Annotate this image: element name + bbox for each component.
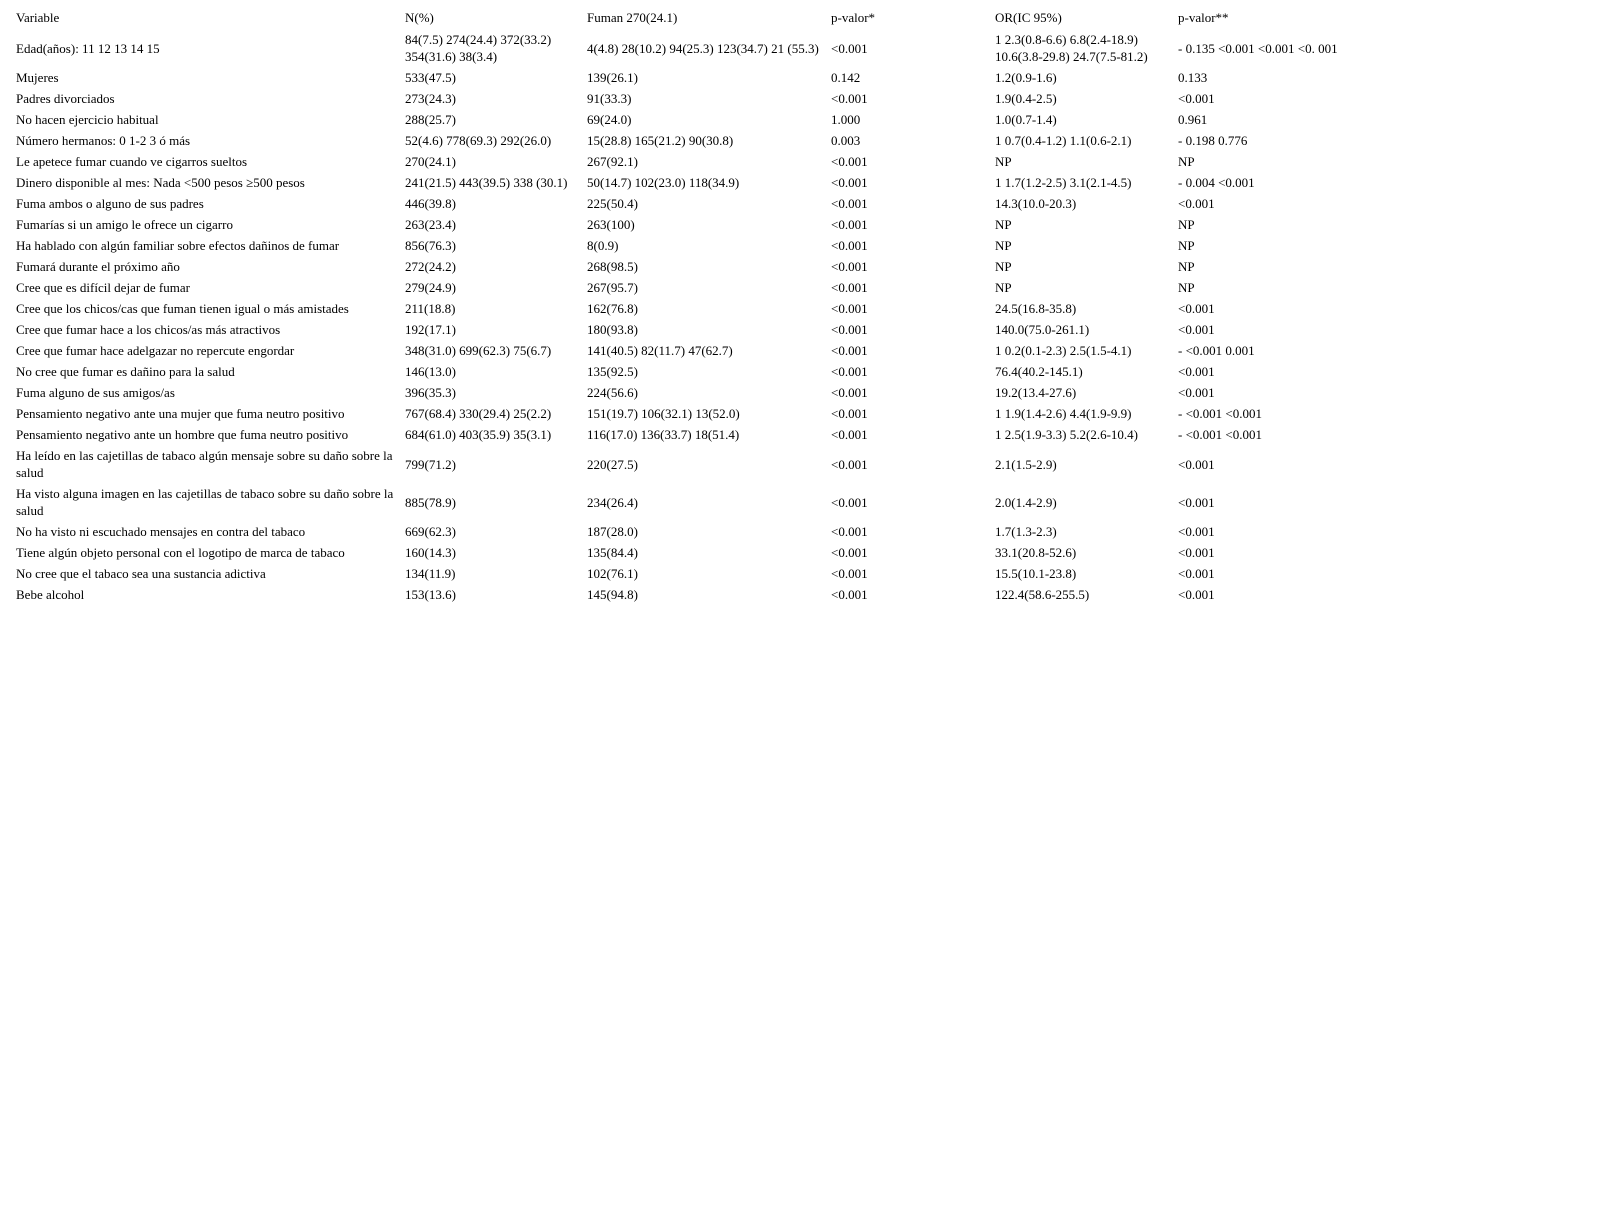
cell-fuman: 15(28.8) 165(21.2) 90(30.8) xyxy=(587,133,734,148)
cell-p-valor-2: <0.001 xyxy=(1178,545,1215,560)
table-row xyxy=(14,445,1354,483)
cell-variable: Cree que los chicos/cas que fuman tienen igual o más amistades xyxy=(16,301,349,316)
table-row xyxy=(14,542,1354,563)
cell-variable: Fuma alguno de sus amigos/as xyxy=(16,385,175,400)
cell-variable: Ha hablado con algún familiar sobre efectos dañinos de fumar xyxy=(16,238,340,253)
table-row xyxy=(14,193,1354,214)
cell-p-valor: <0.001 xyxy=(831,259,868,274)
table-body xyxy=(14,29,1354,605)
cell-n-percent: 153(13.6) xyxy=(405,587,456,602)
data-table xyxy=(14,7,1354,605)
cell-n-percent: 270(24.1) xyxy=(405,154,456,169)
cell-n-percent: 799(71.2) xyxy=(405,456,456,472)
table-row xyxy=(14,403,1354,424)
cell-variable: Tiene algún objeto personal con el logotipo de marca de tabaco xyxy=(16,545,345,560)
cell-fuman: 180(93.8) xyxy=(587,322,638,337)
cell-fuman: 187(28.0) xyxy=(587,524,638,539)
cell-p-valor-2: <0.001 xyxy=(1178,456,1215,472)
cell-variable: Ha leído en las cajetillas de tabaco algún mensaje sobre su daño sobre la salud xyxy=(16,448,393,480)
cell-variable: Ha visto alguna imagen en las cajetillas de tabaco sobre su daño sobre la salud xyxy=(16,486,394,518)
table-row xyxy=(14,584,1354,605)
header-n-percent: N(%) xyxy=(405,10,434,25)
cell-p-valor-2: NP xyxy=(1178,154,1195,169)
table-row xyxy=(14,88,1354,109)
cell-p-valor: <0.001 xyxy=(831,494,868,510)
header-variable: Variable xyxy=(16,10,60,25)
cell-n-percent: 533(47.5) xyxy=(405,70,456,85)
cell-or-ic: 1 1.7(1.2-2.5) 3.1(2.1-4.5) xyxy=(995,175,1132,190)
cell-n-percent: 241(21.5) 443(39.5) 338 (30.1) xyxy=(405,175,568,190)
cell-or-ic: 1.0(0.7-1.4) xyxy=(995,112,1057,127)
cell-n-percent: 160(14.3) xyxy=(405,545,456,560)
cell-or-ic: 2.1(1.5-2.9) xyxy=(995,456,1057,472)
cell-p-valor: <0.001 xyxy=(831,427,868,442)
table-row xyxy=(14,563,1354,584)
cell-fuman: 220(27.5) xyxy=(587,456,638,472)
table-row xyxy=(14,109,1354,130)
cell-n-percent: 856(76.3) xyxy=(405,238,456,253)
header-or-ic: OR(IC 95%) xyxy=(995,10,1062,25)
cell-p-valor: <0.001 xyxy=(831,301,868,316)
table-row xyxy=(14,130,1354,151)
cell-p-valor-2: <0.001 xyxy=(1178,587,1215,602)
cell-p-valor: <0.001 xyxy=(831,545,868,560)
cell-variable: Padres divorciados xyxy=(16,91,115,106)
cell-p-valor: <0.001 xyxy=(831,217,868,232)
cell-p-valor: <0.001 xyxy=(831,322,868,337)
table-row xyxy=(14,214,1354,235)
header-fuman: Fuman 270(24.1) xyxy=(587,10,678,25)
cell-fuman: 225(50.4) xyxy=(587,196,638,211)
cell-variable: Número hermanos: 0 1-2 3 ó más xyxy=(16,133,191,148)
table-row xyxy=(14,483,1354,521)
cell-variable: No cree que fumar es dañino para la salud xyxy=(16,364,235,379)
cell-fuman: 162(76.8) xyxy=(587,301,638,316)
cell-p-valor-2: <0.001 xyxy=(1178,494,1215,510)
cell-or-ic: NP xyxy=(995,217,1012,232)
cell-p-valor: <0.001 xyxy=(831,385,868,400)
cell-p-valor: <0.001 xyxy=(831,343,868,358)
table-row xyxy=(14,172,1354,193)
cell-variable: Cree que fumar hace a los chicos/as más atractivos xyxy=(16,322,281,337)
cell-p-valor: <0.001 xyxy=(831,587,868,602)
table-row xyxy=(14,340,1354,361)
table-row xyxy=(14,361,1354,382)
cell-p-valor: <0.001 xyxy=(831,456,868,472)
cell-p-valor-2: NP xyxy=(1178,280,1195,295)
cell-fuman: 141(40.5) 82(11.7) 47(62.7) xyxy=(587,343,733,358)
cell-variable: Edad(años): 11 12 13 14 15 xyxy=(16,40,160,56)
cell-fuman: 4(4.8) 28(10.2) 94(25.3) 123(34.7) 21 (55.3) xyxy=(587,40,819,56)
cell-fuman: 135(92.5) xyxy=(587,364,638,379)
cell-p-valor-2: NP xyxy=(1178,217,1195,232)
cell-or-ic: 1 2.5(1.9-3.3) 5.2(2.6-10.4) xyxy=(995,427,1138,442)
cell-fuman: 151(19.7) 106(32.1) 13(52.0) xyxy=(587,406,740,421)
table-row xyxy=(14,319,1354,340)
cell-n-percent: 263(23.4) xyxy=(405,217,456,232)
cell-fuman: 139(26.1) xyxy=(587,70,638,85)
cell-p-valor: <0.001 xyxy=(831,364,868,379)
cell-fuman: 234(26.4) xyxy=(587,494,638,510)
cell-p-valor-2: 0.961 xyxy=(1178,112,1208,127)
table-row xyxy=(14,256,1354,277)
cell-p-valor: <0.001 xyxy=(831,566,868,581)
table-row xyxy=(14,235,1354,256)
table-row xyxy=(14,277,1354,298)
cell-fuman: 8(0.9) xyxy=(587,238,619,253)
table-row xyxy=(14,521,1354,542)
table-row xyxy=(14,298,1354,319)
cell-n-percent: 446(39.8) xyxy=(405,196,456,211)
cell-variable: Pensamiento negativo ante una mujer que fuma neutro positivo xyxy=(16,406,345,421)
cell-or-ic: NP xyxy=(995,280,1012,295)
cell-n-percent: 272(24.2) xyxy=(405,259,456,274)
cell-fuman: 224(56.6) xyxy=(587,385,638,400)
cell-n-percent: 192(17.1) xyxy=(405,322,456,337)
cell-n-percent: 767(68.4) 330(29.4) 25(2.2) xyxy=(405,406,552,421)
cell-or-ic: 1.9(0.4-2.5) xyxy=(995,91,1057,106)
cell-variable: Pensamiento negativo ante un hombre que fuma neutro positivo xyxy=(16,427,349,442)
cell-or-ic: 14.3(10.0-20.3) xyxy=(995,196,1077,211)
cell-n-percent: 684(61.0) 403(35.9) 35(3.1) xyxy=(405,427,552,442)
table-row xyxy=(14,67,1354,88)
cell-variable: No hacen ejercicio habitual xyxy=(16,112,159,127)
cell-p-valor: <0.001 xyxy=(831,196,868,211)
cell-fuman: 50(14.7) 102(23.0) 118(34.9) xyxy=(587,175,740,190)
cell-or-ic: 24.5(16.8-35.8) xyxy=(995,301,1077,316)
cell-or-ic: 2.0(1.4-2.9) xyxy=(995,494,1057,510)
cell-p-valor-2: - <0.001 <0.001 xyxy=(1178,427,1262,442)
cell-p-valor-2: <0.001 xyxy=(1178,364,1215,379)
cell-p-valor-2: <0.001 xyxy=(1178,301,1215,316)
cell-variable: Mujeres xyxy=(16,70,59,85)
table-container xyxy=(14,7,1354,605)
cell-variable: No ha visto ni escuchado mensajes en contra del tabaco xyxy=(16,524,306,539)
cell-n-percent: 52(4.6) 778(69.3) 292(26.0) xyxy=(405,133,552,148)
cell-p-valor: 0.142 xyxy=(831,70,861,85)
cell-p-valor: <0.001 xyxy=(831,154,868,169)
cell-variable: Fumarías si un amigo le ofrece un cigarro xyxy=(16,217,233,232)
cell-variable: Le apetece fumar cuando ve cigarros sueltos xyxy=(16,154,248,169)
header-p-valor: p-valor* xyxy=(831,10,876,25)
cell-p-valor: <0.001 xyxy=(831,175,868,190)
cell-p-valor-2: <0.001 xyxy=(1178,196,1215,211)
cell-p-valor-2: NP xyxy=(1178,238,1195,253)
cell-fuman: 267(92.1) xyxy=(587,154,638,169)
cell-p-valor: <0.001 xyxy=(831,524,868,539)
cell-p-valor: <0.001 xyxy=(831,406,868,421)
cell-p-valor-2: - <0.001 <0.001 xyxy=(1178,406,1262,421)
cell-variable: Dinero disponible al mes: Nada <500 pesos ≥500 pesos xyxy=(16,175,305,190)
cell-p-valor-2: - 0.135 <0.001 <0.001 <0. 001 xyxy=(1178,40,1338,56)
cell-n-percent: 273(24.3) xyxy=(405,91,456,106)
cell-or-ic: NP xyxy=(995,238,1012,253)
cell-n-percent: 885(78.9) xyxy=(405,494,456,510)
cell-p-valor-2: 0.133 xyxy=(1178,70,1208,85)
cell-p-valor-2: - 0.198 0.776 xyxy=(1178,133,1248,148)
cell-p-valor: 0.003 xyxy=(831,133,861,148)
cell-p-valor: <0.001 xyxy=(831,280,868,295)
cell-or-ic: 76.4(40.2-145.1) xyxy=(995,364,1083,379)
cell-fuman: 69(24.0) xyxy=(587,112,632,127)
cell-fuman: 116(17.0) 136(33.7) 18(51.4) xyxy=(587,427,740,442)
cell-variable: No cree que el tabaco sea una sustancia adictiva xyxy=(16,566,266,581)
table-row xyxy=(14,151,1354,172)
cell-p-valor: <0.001 xyxy=(831,91,868,106)
cell-variable: Fuma ambos o alguno de sus padres xyxy=(16,196,204,211)
cell-p-valor-2: <0.001 xyxy=(1178,566,1215,581)
cell-n-percent: 669(62.3) xyxy=(405,524,456,539)
table-row xyxy=(14,29,1354,67)
cell-p-valor-2: NP xyxy=(1178,259,1195,274)
cell-fuman: 102(76.1) xyxy=(587,566,638,581)
cell-p-valor-2: <0.001 xyxy=(1178,385,1215,400)
cell-n-percent: 146(13.0) xyxy=(405,364,456,379)
header-row xyxy=(14,7,1354,29)
header-p-valor-2: p-valor** xyxy=(1178,10,1229,25)
cell-or-ic: 33.1(20.8-52.6) xyxy=(995,545,1077,560)
cell-variable: Cree que es difícil dejar de fumar xyxy=(16,280,190,295)
cell-variable: Cree que fumar hace adelgazar no repercute engordar xyxy=(16,343,295,358)
cell-or-ic: 1 1.9(1.4-2.6) 4.4(1.9-9.9) xyxy=(995,406,1132,421)
cell-p-valor: <0.001 xyxy=(831,40,868,56)
cell-fuman: 145(94.8) xyxy=(587,587,638,602)
cell-fuman: 267(95.7) xyxy=(587,280,638,295)
cell-or-ic: 1.7(1.3-2.3) xyxy=(995,524,1057,539)
cell-fuman: 135(84.4) xyxy=(587,545,638,560)
cell-or-ic: 1 0.7(0.4-1.2) 1.1(0.6-2.1) xyxy=(995,133,1132,148)
cell-p-valor: 1.000 xyxy=(831,112,861,127)
cell-or-ic: 15.5(10.1-23.8) xyxy=(995,566,1077,581)
cell-p-valor-2: - <0.001 0.001 xyxy=(1178,343,1255,358)
cell-fuman: 91(33.3) xyxy=(587,91,632,106)
cell-n-percent: 134(11.9) xyxy=(405,566,456,581)
table-row xyxy=(14,382,1354,403)
cell-p-valor-2: <0.001 xyxy=(1178,91,1215,106)
cell-or-ic: 1 0.2(0.1-2.3) 2.5(1.5-4.1) xyxy=(995,343,1132,358)
cell-variable: Bebe alcohol xyxy=(16,587,85,602)
cell-n-percent: 211(18.8) xyxy=(405,301,456,316)
cell-fuman: 263(100) xyxy=(587,217,635,232)
cell-or-ic: NP xyxy=(995,154,1012,169)
cell-p-valor-2: <0.001 xyxy=(1178,322,1215,337)
cell-or-ic: 122.4(58.6-255.5) xyxy=(995,587,1090,602)
cell-fuman: 268(98.5) xyxy=(587,259,638,274)
cell-p-valor-2: - 0.004 <0.001 xyxy=(1178,175,1255,190)
cell-p-valor: <0.001 xyxy=(831,238,868,253)
cell-n-percent: 348(31.0) 699(62.3) 75(6.7) xyxy=(405,343,552,358)
cell-or-ic: 1 2.3(0.8-6.6) 6.8(2.4-18.9) 10.6(3.8-29.8) 24.7(7.5-81.2) xyxy=(995,32,1148,64)
cell-or-ic: 140.0(75.0-261.1) xyxy=(995,322,1090,337)
cell-or-ic: 19.2(13.4-27.6) xyxy=(995,385,1077,400)
cell-p-valor-2: <0.001 xyxy=(1178,524,1215,539)
cell-n-percent: 396(35.3) xyxy=(405,385,456,400)
cell-n-percent: 279(24.9) xyxy=(405,280,456,295)
cell-variable: Fumará durante el próximo año xyxy=(16,259,180,274)
table-row xyxy=(14,424,1354,445)
cell-or-ic: 1.2(0.9-1.6) xyxy=(995,70,1057,85)
cell-n-percent: 84(7.5) 274(24.4) 372(33.2) 354(31.6) 38(3.4) xyxy=(405,32,552,64)
cell-or-ic: NP xyxy=(995,259,1012,274)
cell-n-percent: 288(25.7) xyxy=(405,112,456,127)
